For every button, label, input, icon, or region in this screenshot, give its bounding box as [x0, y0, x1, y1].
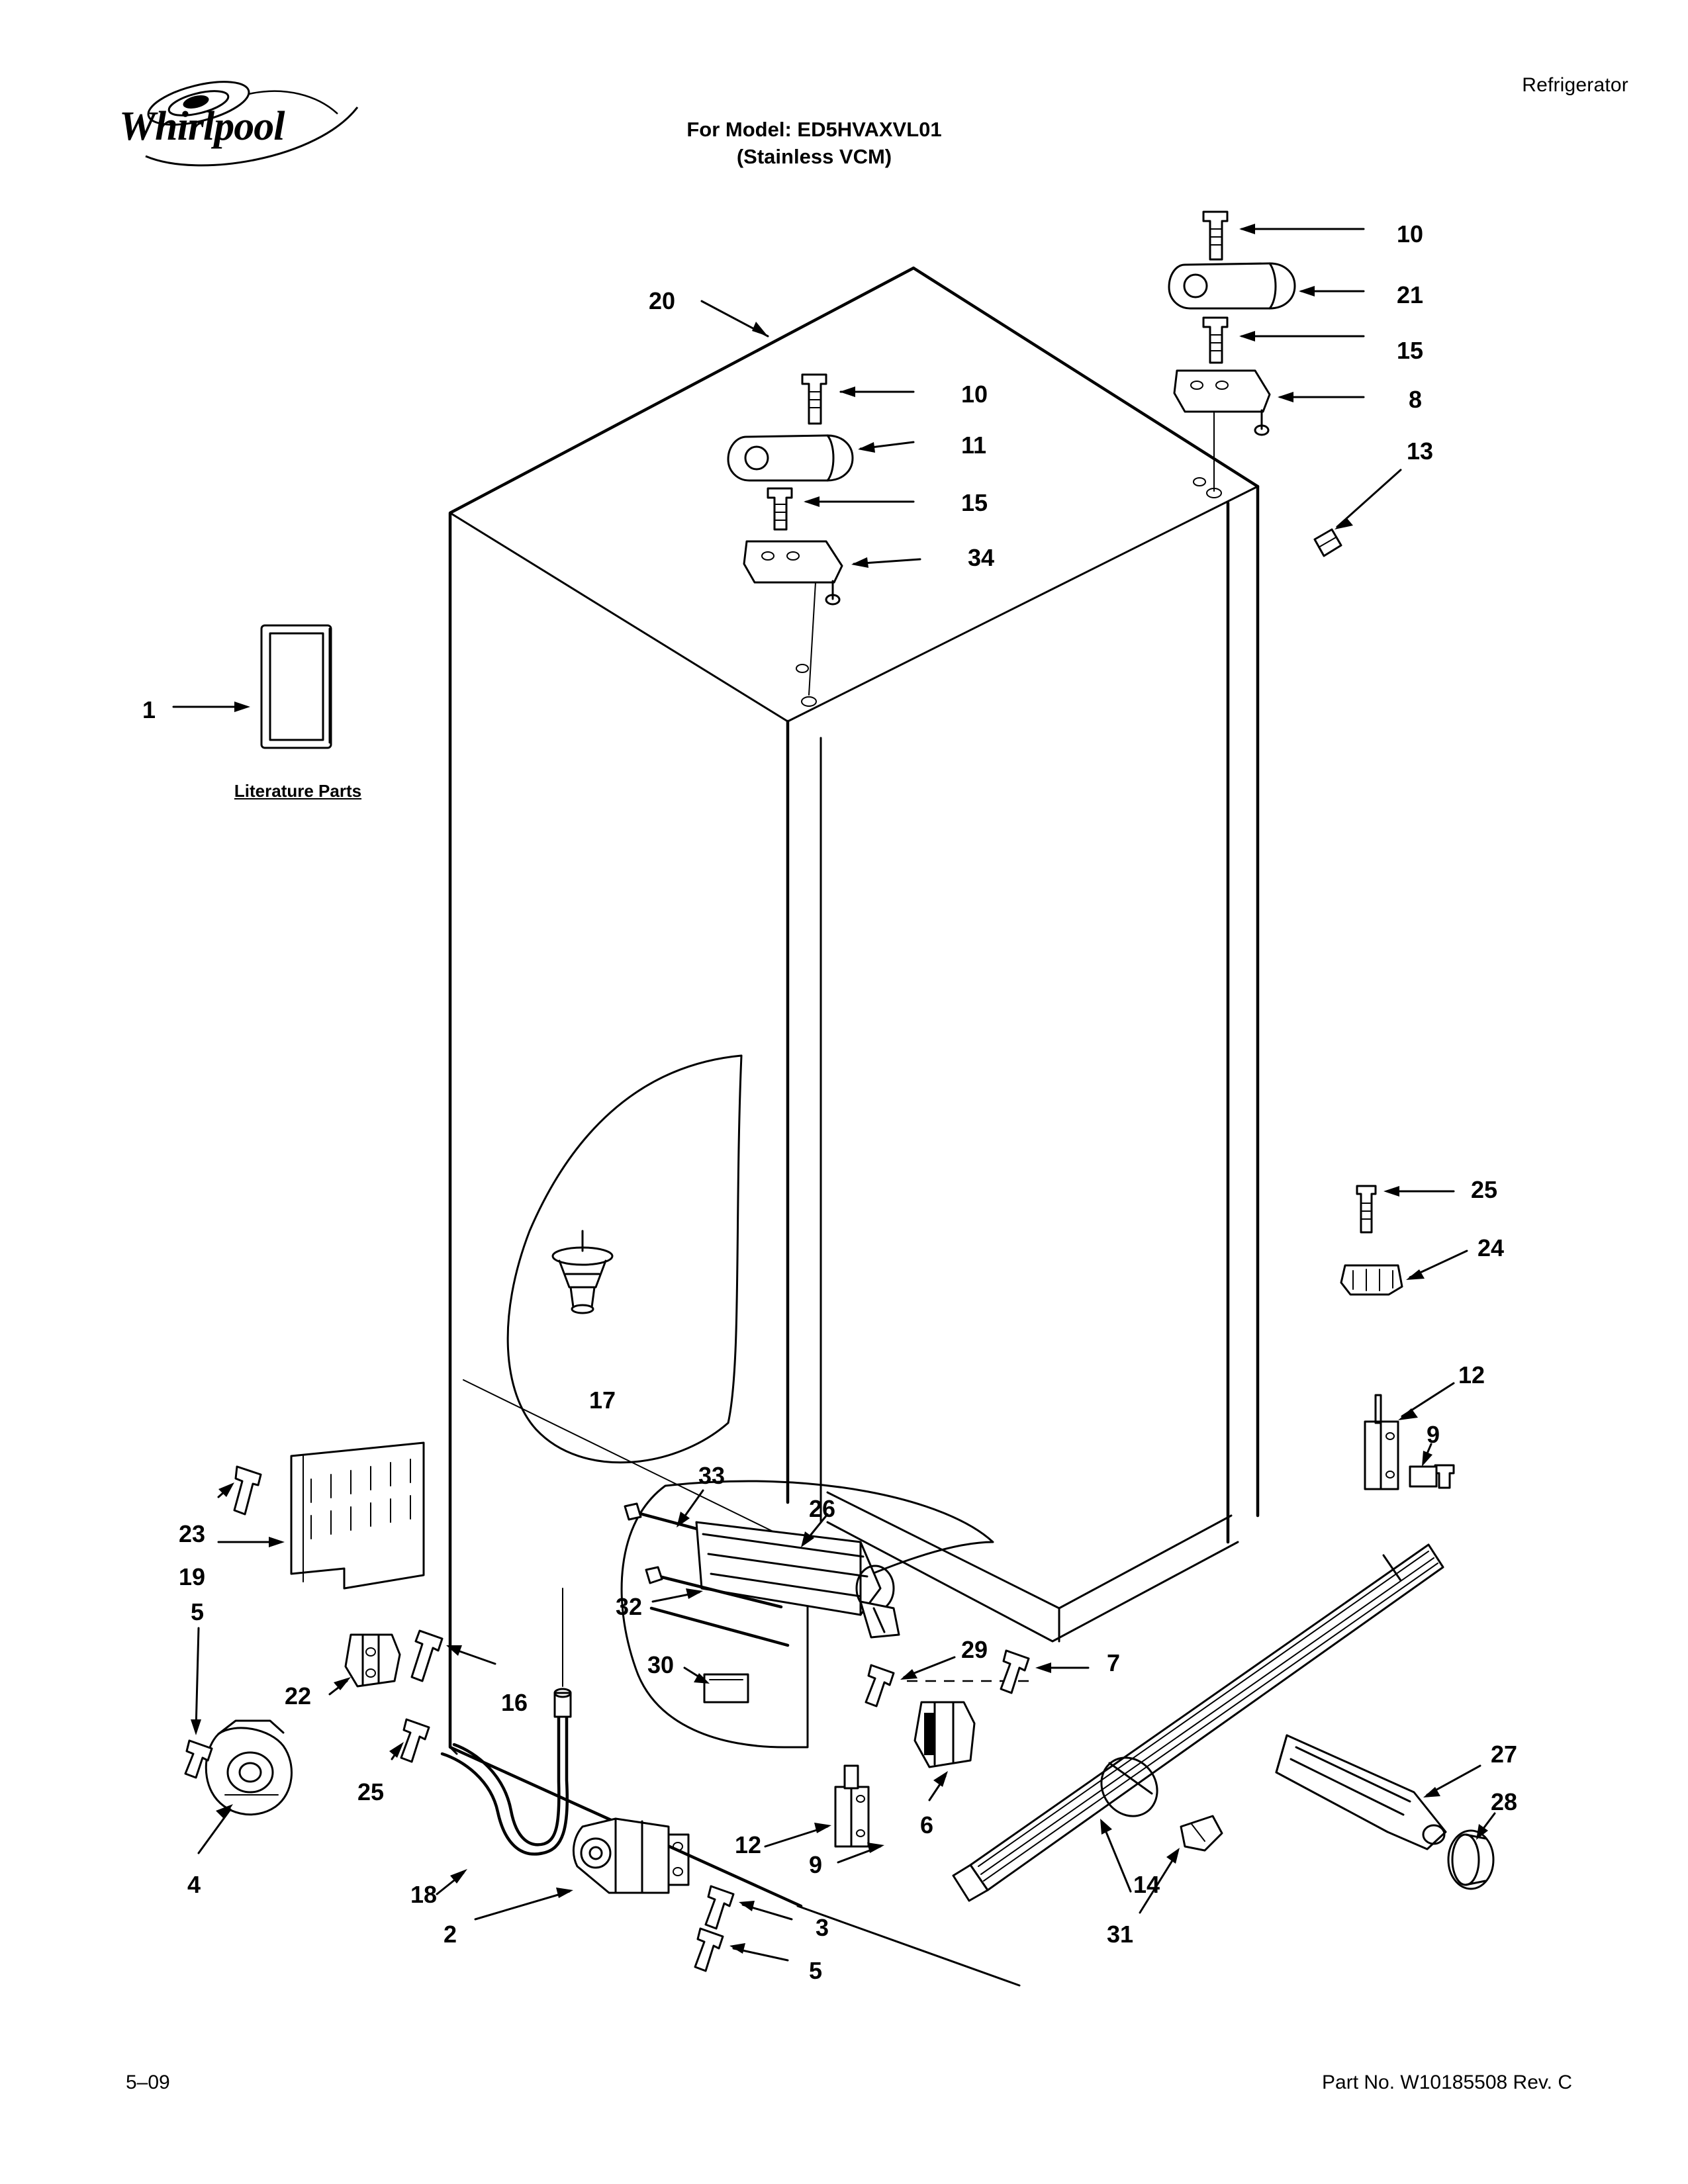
part-10-screw-center — [802, 375, 826, 424]
callout-34: 34 — [968, 544, 995, 571]
part-8-hinge-bracket — [1174, 371, 1270, 435]
part-10-screw-right — [1203, 212, 1227, 259]
callout-20: 20 — [649, 287, 676, 314]
part-22-bracket — [346, 1635, 400, 1686]
part-25-screw-right — [1357, 1186, 1376, 1232]
part-4-assembly — [206, 1721, 291, 1815]
part-1-literature — [261, 625, 331, 748]
callout-3: 3 — [816, 1914, 829, 1941]
part-15-screw-right — [1203, 318, 1227, 363]
callout-30: 30 — [647, 1651, 675, 1678]
part-24-clip — [1341, 1265, 1402, 1295]
callout-4: 4 — [187, 1871, 201, 1898]
callout-18: 18 — [410, 1881, 438, 1908]
part-9-screw-right — [1410, 1465, 1454, 1488]
callout-5b: 5 — [809, 1957, 823, 1984]
callout-7: 7 — [1107, 1649, 1121, 1676]
callout-25b: 25 — [357, 1778, 385, 1805]
part-21-hinge-cover — [1169, 263, 1295, 308]
part-31-clip — [1181, 1816, 1222, 1850]
callout-8: 8 — [1409, 386, 1423, 413]
part-2-hinge-assembly — [573, 1819, 688, 1893]
model-title-line1: For Model: ED5HVAXVL01 — [686, 118, 942, 141]
leader-2 — [475, 1891, 569, 1919]
callout-14: 14 — [1133, 1871, 1160, 1898]
callout-23: 23 — [179, 1520, 206, 1547]
part-13-pin — [1315, 529, 1341, 556]
part-18-drain-tube — [442, 1588, 571, 1854]
part-7-screw — [1001, 1651, 1029, 1693]
leader-5a — [196, 1628, 199, 1730]
part-3-screw — [706, 1886, 733, 1929]
leader-4 — [199, 1809, 230, 1853]
part-12-bracket-right — [1365, 1395, 1398, 1489]
callout-9b: 9 — [809, 1851, 823, 1878]
leader-14 — [1103, 1824, 1131, 1891]
callout-11: 11 — [961, 432, 987, 459]
part-27-handle — [1276, 1735, 1446, 1849]
callout-31: 31 — [1107, 1921, 1134, 1948]
callout-17: 17 — [589, 1387, 616, 1414]
callout-21: 21 — [1397, 281, 1424, 308]
part-16-screw — [412, 1631, 442, 1681]
callout-26: 26 — [809, 1495, 836, 1522]
literature-parts-label: Literature Parts — [234, 781, 362, 801]
part-26-compressor — [696, 1522, 899, 1637]
part-23-screw — [234, 1467, 261, 1514]
callout-12a: 12 — [1458, 1361, 1485, 1388]
part-25-screw-lower — [401, 1719, 429, 1762]
cabinet-shell — [450, 268, 1258, 1985]
callout-28: 28 — [1491, 1788, 1518, 1815]
footer-part-number: Part No. W10185508 Rev. C — [1322, 2071, 1572, 2093]
callout-25a: 25 — [1471, 1176, 1498, 1203]
callout-33: 33 — [698, 1462, 726, 1489]
callout-9a: 9 — [1427, 1421, 1440, 1448]
part-19-grille — [291, 1443, 424, 1588]
part-5-screw-bottom — [695, 1929, 723, 1971]
callout-19: 19 — [179, 1563, 206, 1590]
callout-15a: 15 — [1397, 337, 1424, 364]
callout-1: 1 — [142, 696, 156, 723]
callout-13: 13 — [1407, 437, 1434, 465]
callout-10b: 10 — [961, 381, 988, 408]
part-17-roller — [553, 1231, 612, 1313]
callout-27: 27 — [1491, 1741, 1518, 1768]
model-title-line2: (Stainless VCM) — [736, 145, 892, 169]
callout-10a: 10 — [1397, 220, 1424, 248]
callout-5a: 5 — [191, 1598, 205, 1625]
part-6-bracket — [915, 1702, 974, 1767]
callout-29: 29 — [961, 1636, 988, 1663]
cutaway-outline-left — [508, 1056, 741, 1463]
callout-24: 24 — [1477, 1234, 1505, 1261]
page-category-label: Refrigerator — [1522, 74, 1628, 96]
callout-6: 6 — [920, 1811, 934, 1839]
callout-2: 2 — [444, 1921, 457, 1948]
part-28-end-cap — [1448, 1831, 1493, 1889]
part-30-plate — [704, 1674, 748, 1702]
callout-12b: 12 — [735, 1831, 762, 1858]
footer-date: 5–09 — [126, 2071, 170, 2093]
callout-15b: 15 — [961, 489, 988, 516]
part-12-bracket-center — [835, 1766, 868, 1846]
part-11-hinge-cover — [728, 435, 853, 480]
brand-name: Whirlpool — [119, 104, 285, 149]
callout-22: 22 — [285, 1682, 312, 1709]
align-34 — [809, 582, 816, 695]
callout-16: 16 — [501, 1689, 528, 1716]
part-29-screw — [866, 1665, 894, 1706]
part-15-screw-center — [768, 488, 792, 529]
callout-32: 32 — [616, 1593, 643, 1620]
part-34-hinge-bracket — [744, 541, 842, 604]
